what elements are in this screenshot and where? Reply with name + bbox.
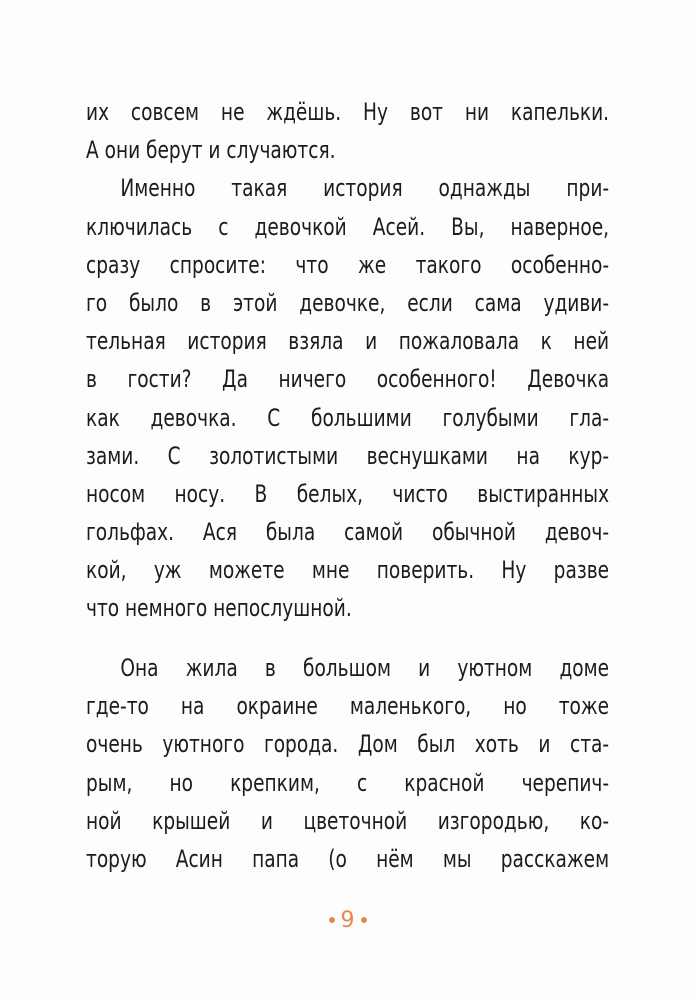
text-line: Она жила в большом и уютном доме [120,654,610,682]
paragraph-3 [86,649,609,878]
text-line: в гости? Да ничего особенного! Девочка [86,365,610,394]
text-line: носом носу. В белых, чисто выстиранных [86,479,610,508]
paragraph-2 [86,169,609,627]
text-line: ной крышей и цветочной изгородью, ко- [86,806,610,835]
text-section-bottom [86,649,609,878]
text-line: сразу спросите: что же такого особенно- [86,250,610,279]
text-section-top [86,93,609,628]
text-line: кой, уж можете мне поверить. Ну разве [86,556,610,585]
text-line: торую Асин папа (о нём мы расскажем [86,844,610,873]
text-line: что немного непослушной. [86,594,352,623]
text-line: рым, но крепким, с красной черепич- [86,768,610,797]
text-line: Именно такая история однажды при- [120,174,610,203]
text-line: зами. С золотистыми веснушками на кур- [86,441,610,470]
text-line: их совсем не ждёшь. Ну вот ни капельки. [86,98,610,126]
paragraph-1 [86,93,609,169]
text-line: как девочка. С большими голубыми гла- [86,403,610,432]
bullet-dot-icon [329,917,335,923]
text-line: А они берут и случаются. [86,136,336,165]
bullet-dot-icon [361,917,367,923]
text-line: го было в этой девочке, если сама удиви- [86,288,610,317]
text-line: очень уютного города. Дом был хоть и ста- [86,730,610,759]
page-number [0,906,695,936]
text-line: ключилась с девочкой Асей. Вы, наверное, [86,212,610,241]
text-line: гольфах. Ася была самой обычной девоч- [86,518,610,547]
text-line: где-то на окраине маленького, но тоже [86,692,610,721]
page-number-value: 9 [340,908,355,933]
text-line: тельная история взяла и пожаловала к ней [86,327,610,356]
